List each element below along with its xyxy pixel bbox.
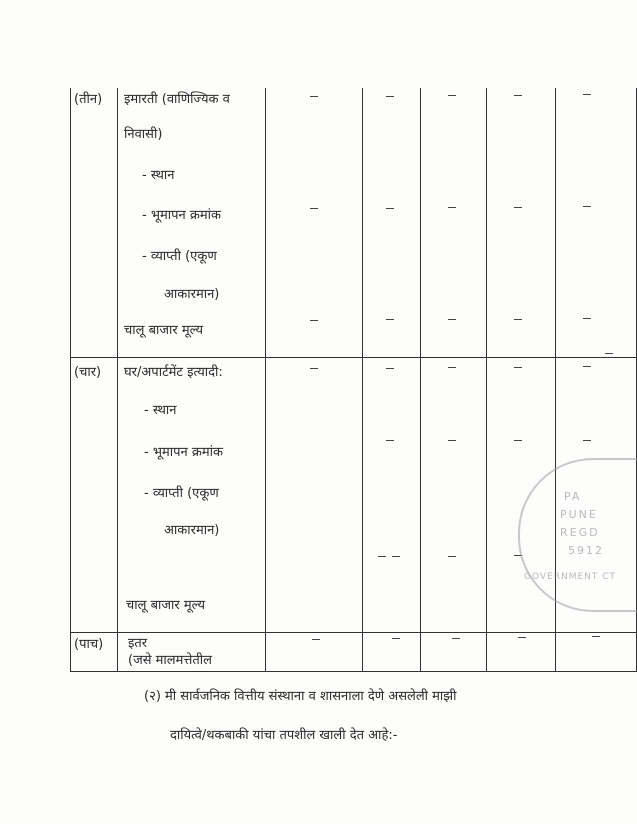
market-value-label: चालू बाजार मूल्य [124, 323, 204, 338]
table-col-divider [117, 88, 118, 672]
row-title: इमारती (वाणिज्यिक व [124, 92, 230, 107]
item-survey-number: - भूमापन क्रमांक [144, 445, 223, 460]
row-number: (चार) [74, 365, 102, 380]
dash-mark [386, 208, 394, 209]
table-col-divider [362, 88, 363, 672]
dash-mark [386, 368, 394, 369]
item-extent: - व्याप्ती (एकूण [144, 486, 219, 501]
item-location: - स्थान [144, 403, 177, 418]
dash-mark [514, 367, 522, 368]
row-number: (तीन) [74, 92, 103, 107]
dash-mark [448, 207, 456, 208]
dash-mark [378, 556, 386, 557]
item-location: - स्थान [142, 168, 175, 183]
item-survey-number: - भूमापन क्रमांक [142, 208, 221, 223]
dash-mark [514, 95, 522, 96]
dash-mark [310, 368, 318, 369]
dash-mark [592, 636, 600, 637]
dash-mark [386, 96, 394, 97]
dash-mark [583, 440, 591, 441]
row-divider [70, 632, 636, 633]
dash-mark [514, 440, 522, 441]
dash-mark [448, 95, 456, 96]
dash-mark [514, 207, 522, 208]
dash-mark [392, 638, 400, 639]
dash-mark [583, 94, 591, 95]
dash-mark [310, 320, 318, 321]
table-border-bottom [70, 671, 636, 672]
dash-mark [392, 556, 400, 557]
dash-mark [583, 318, 591, 319]
item-extent: - व्याप्ती (एकूण [142, 249, 217, 264]
table-border-left [70, 88, 71, 672]
dash-mark [514, 319, 522, 320]
row-number: (पाच) [74, 637, 104, 652]
official-stamp: PA PUNE REGD 5912 GOVERNMENT CT [518, 458, 637, 612]
dash-mark [312, 639, 320, 640]
table-col-divider [486, 88, 487, 672]
dash-mark [605, 353, 613, 354]
table-col-divider [420, 88, 421, 672]
dash-mark [518, 637, 526, 638]
row-title-cont: (जसे मालमत्तेतील [128, 653, 212, 668]
dash-mark [386, 319, 394, 320]
dash-mark [386, 440, 394, 441]
dash-mark [310, 96, 318, 97]
dash-mark [448, 556, 456, 557]
dash-mark [583, 206, 591, 207]
row-title-cont: निवासी) [124, 127, 163, 142]
row-title: इतर [128, 636, 148, 651]
dash-mark [583, 366, 591, 367]
row-divider [70, 357, 636, 358]
paragraph-line-1: (२) मी सार्वजनिक वित्तीय संस्थाना व शासनाला देणे असलेली माझी [144, 689, 457, 704]
dash-mark [448, 440, 456, 441]
item-extent-cont: आकारमान) [164, 523, 220, 538]
dash-mark [310, 208, 318, 209]
table-col-divider [265, 88, 266, 672]
item-extent-cont: आकारमान) [164, 287, 220, 302]
dash-mark [448, 319, 456, 320]
market-value-label: चालू बाजार मूल्य [126, 598, 206, 613]
dash-mark [448, 367, 456, 368]
dash-mark [452, 638, 460, 639]
row-title: घर/अपार्टमेंट इत्यादी: [124, 365, 223, 380]
paragraph-line-2: दायित्वे/थकबाकी यांचा तपशील खाली देत आहे:- [170, 728, 398, 743]
